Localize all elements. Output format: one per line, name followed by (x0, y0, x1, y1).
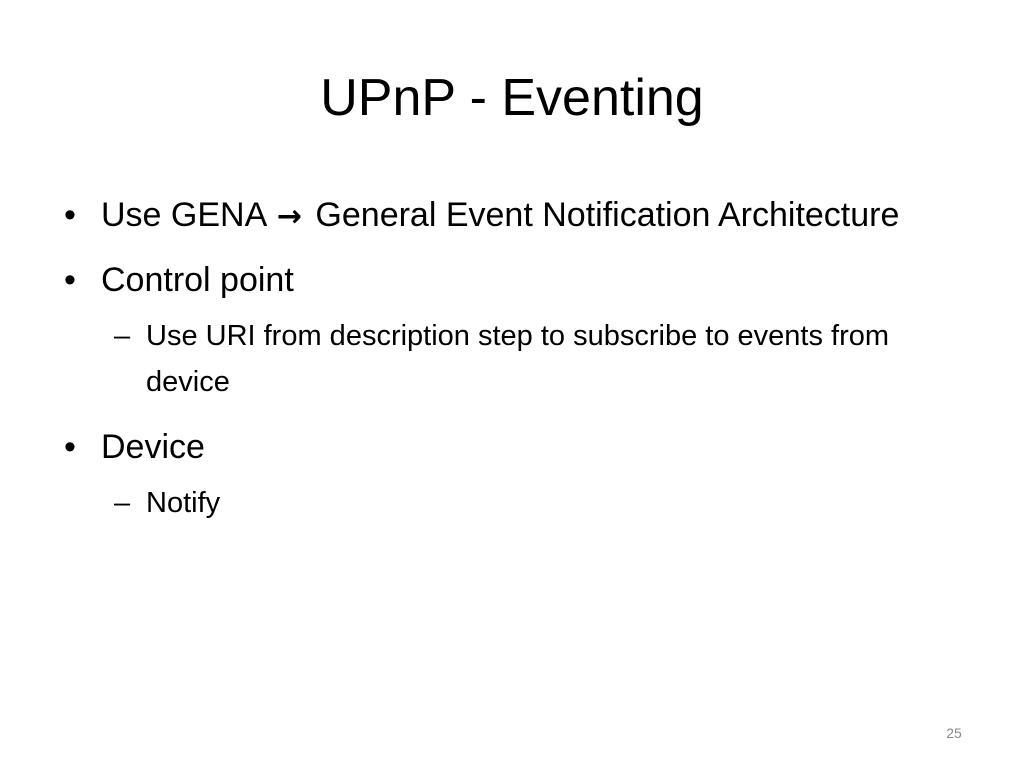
bullet-text-prefix: Use GENA (101, 196, 275, 234)
sub-bullet-text: Notify (146, 487, 221, 519)
bullet-marker: • (64, 196, 76, 234)
sub-bullet-text: Use URI from description step to subscribe to events from device (146, 320, 890, 398)
bullet-marker: • (64, 428, 76, 466)
slide-body (58, 190, 958, 543)
slide-title: UPnP - Eventing (320, 69, 704, 127)
right-arrow-icon: → (276, 199, 302, 234)
bullet-text: Device (101, 428, 205, 466)
bullet-text: Control point (101, 261, 294, 299)
sub-bullet-item-notify (114, 480, 958, 526)
page-number: 25 (946, 725, 962, 741)
sub-bullet-marker: – (114, 320, 131, 352)
bullet-item-control-point (58, 255, 958, 306)
sub-bullet-item-subscribe (114, 313, 958, 405)
sub-bullet-marker: – (114, 487, 131, 519)
bullet-item-device (58, 422, 958, 473)
bullet-marker: • (64, 261, 76, 299)
bullet-item-gena (58, 190, 958, 242)
bullet-text-suffix: General Event Notification Architecture (305, 196, 900, 234)
